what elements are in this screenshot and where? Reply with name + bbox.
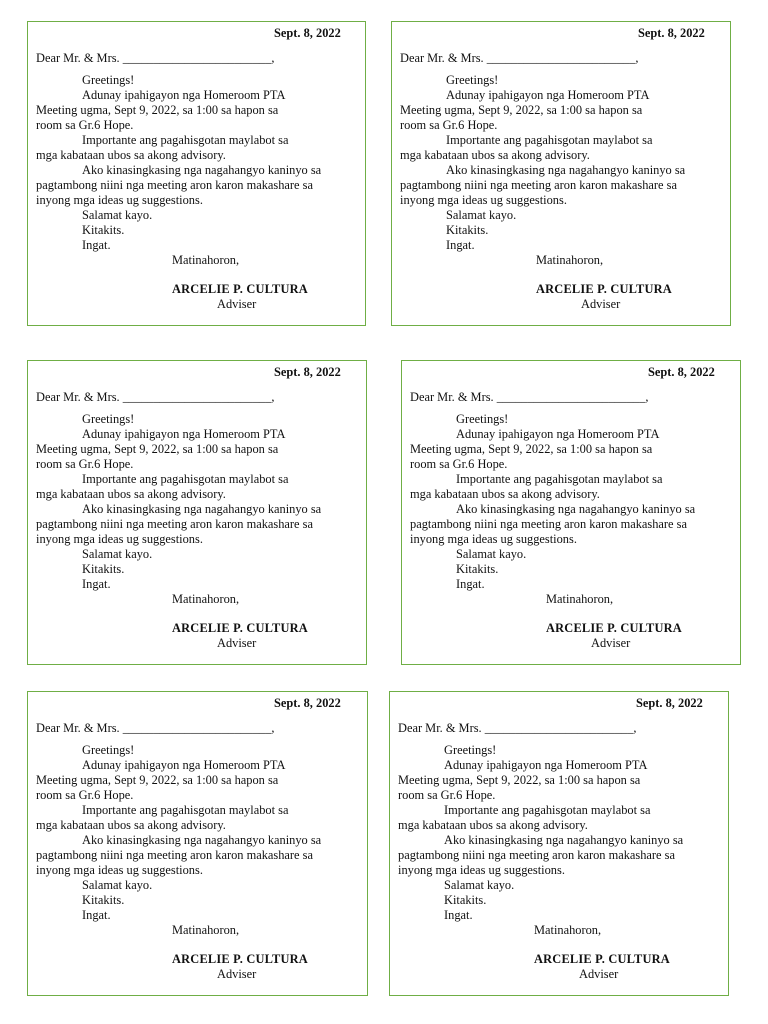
letter-card [27, 360, 367, 665]
body-line: Adunay ipahigayon nga Homeroom PTA [82, 758, 286, 772]
body-line: Importante ang pagahisgotan maylabot sa [446, 133, 653, 147]
body-line: inyong mga ideas ug suggestions. [398, 863, 565, 877]
see-you-line: Kitakits. [82, 223, 125, 237]
signer-title: Adviser [217, 297, 257, 311]
thanks-line: Salamat kayo. [446, 208, 517, 222]
body-line: inyong mga ideas ug suggestions. [410, 532, 577, 546]
closing: Matinahoron, [534, 923, 602, 937]
closing: Matinahoron, [546, 592, 614, 606]
letter-card [27, 691, 368, 996]
body-line: inyong mga ideas ug suggestions. [36, 193, 203, 207]
body-line: Importante ang pagahisgotan maylabot sa [82, 472, 289, 486]
salutation: Dear Mr. & Mrs. ________________________, [410, 390, 649, 404]
signer-title: Adviser [217, 967, 257, 981]
greeting: Greetings! [444, 743, 497, 757]
thanks-line: Salamat kayo. [456, 547, 527, 561]
see-you-line: Kitakits. [456, 562, 499, 576]
body-line: inyong mga ideas ug suggestions. [400, 193, 567, 207]
greeting: Greetings! [82, 743, 135, 757]
signer-name: ARCELIE P. CULTURA [172, 952, 308, 966]
take-care-line: Ingat. [82, 577, 111, 591]
greeting: Greetings! [82, 73, 135, 87]
letter-date: Sept. 8, 2022 [636, 696, 703, 710]
letter-card [389, 691, 729, 996]
closing: Matinahoron, [172, 592, 240, 606]
signer-name: ARCELIE P. CULTURA [534, 952, 670, 966]
see-you-line: Kitakits. [444, 893, 487, 907]
closing: Matinahoron, [172, 253, 240, 267]
signer-title: Adviser [581, 297, 621, 311]
body-line: Adunay ipahigayon nga Homeroom PTA [456, 427, 660, 441]
body-line: Importante ang pagahisgotan maylabot sa [456, 472, 663, 486]
body-line: Adunay ipahigayon nga Homeroom PTA [444, 758, 648, 772]
signer-name: ARCELIE P. CULTURA [172, 621, 308, 635]
take-care-line: Ingat. [444, 908, 473, 922]
salutation: Dear Mr. & Mrs. ________________________, [400, 51, 639, 65]
body-line: Ako kinasingkasing nga nagahangyo kaninyo sa [446, 163, 686, 177]
salutation: Dear Mr. & Mrs. ________________________, [36, 390, 275, 404]
body-line: Meeting ugma, Sept 9, 2022, sa 1:00 sa hapon sa [36, 103, 279, 117]
signer-name: ARCELIE P. CULTURA [546, 621, 682, 635]
take-care-line: Ingat. [456, 577, 485, 591]
body-line: inyong mga ideas ug suggestions. [36, 532, 203, 546]
body-line: mga kabataan ubos sa akong advisory. [398, 818, 588, 832]
body-line: inyong mga ideas ug suggestions. [36, 863, 203, 877]
body-line: room sa Gr.6 Hope. [400, 118, 498, 132]
thanks-line: Salamat kayo. [82, 208, 153, 222]
see-you-line: Kitakits. [82, 893, 125, 907]
body-line: room sa Gr.6 Hope. [410, 457, 508, 471]
body-line: room sa Gr.6 Hope. [36, 457, 134, 471]
body-line: room sa Gr.6 Hope. [36, 788, 134, 802]
signer-title: Adviser [591, 636, 631, 650]
signer-name: ARCELIE P. CULTURA [172, 282, 308, 296]
letter-date: Sept. 8, 2022 [274, 26, 341, 40]
salutation: Dear Mr. & Mrs. ________________________, [398, 721, 637, 735]
body-line: mga kabataan ubos sa akong advisory. [36, 148, 226, 162]
thanks-line: Salamat kayo. [82, 547, 153, 561]
body-line: mga kabataan ubos sa akong advisory. [36, 818, 226, 832]
body-line: pagtambong niini nga meeting aron karon makashare sa [398, 848, 675, 862]
letter-card [27, 21, 366, 326]
body-line: room sa Gr.6 Hope. [398, 788, 496, 802]
letter-date: Sept. 8, 2022 [638, 26, 705, 40]
letter-date: Sept. 8, 2022 [274, 696, 341, 710]
body-line: mga kabataan ubos sa akong advisory. [36, 487, 226, 501]
body-line: Meeting ugma, Sept 9, 2022, sa 1:00 sa hapon sa [398, 773, 641, 787]
body-line: Ako kinasingkasing nga nagahangyo kaninyo sa [82, 502, 322, 516]
signer-name: ARCELIE P. CULTURA [536, 282, 672, 296]
see-you-line: Kitakits. [446, 223, 489, 237]
greeting: Greetings! [82, 412, 135, 426]
body-line: Importante ang pagahisgotan maylabot sa [444, 803, 651, 817]
see-you-line: Kitakits. [82, 562, 125, 576]
body-line: Ako kinasingkasing nga nagahangyo kaninyo sa [444, 833, 684, 847]
letter-date: Sept. 8, 2022 [648, 365, 715, 379]
body-line: Ako kinasingkasing nga nagahangyo kaninyo sa [82, 163, 322, 177]
body-line: mga kabataan ubos sa akong advisory. [400, 148, 590, 162]
letter-card [401, 360, 741, 665]
body-line: Adunay ipahigayon nga Homeroom PTA [446, 88, 650, 102]
letter-card [391, 21, 731, 326]
salutation: Dear Mr. & Mrs. ________________________, [36, 51, 275, 65]
body-line: Ako kinasingkasing nga nagahangyo kaninyo sa [82, 833, 322, 847]
body-line: Importante ang pagahisgotan maylabot sa [82, 133, 289, 147]
body-line: pagtambong niini nga meeting aron karon makashare sa [410, 517, 687, 531]
closing: Matinahoron, [172, 923, 240, 937]
greeting: Greetings! [456, 412, 509, 426]
take-care-line: Ingat. [446, 238, 475, 252]
signer-title: Adviser [579, 967, 619, 981]
body-line: pagtambong niini nga meeting aron karon makashare sa [36, 178, 313, 192]
thanks-line: Salamat kayo. [82, 878, 153, 892]
body-line: Adunay ipahigayon nga Homeroom PTA [82, 88, 286, 102]
body-line: pagtambong niini nga meeting aron karon makashare sa [400, 178, 677, 192]
body-line: Ako kinasingkasing nga nagahangyo kaninyo sa [456, 502, 696, 516]
body-line: mga kabataan ubos sa akong advisory. [410, 487, 600, 501]
greeting: Greetings! [446, 73, 499, 87]
body-line: pagtambong niini nga meeting aron karon makashare sa [36, 517, 313, 531]
salutation: Dear Mr. & Mrs. ________________________, [36, 721, 275, 735]
letter-date: Sept. 8, 2022 [274, 365, 341, 379]
body-line: Adunay ipahigayon nga Homeroom PTA [82, 427, 286, 441]
body-line: room sa Gr.6 Hope. [36, 118, 134, 132]
take-care-line: Ingat. [82, 908, 111, 922]
thanks-line: Salamat kayo. [444, 878, 515, 892]
body-line: Meeting ugma, Sept 9, 2022, sa 1:00 sa hapon sa [36, 773, 279, 787]
body-line: Importante ang pagahisgotan maylabot sa [82, 803, 289, 817]
signer-title: Adviser [217, 636, 257, 650]
closing: Matinahoron, [536, 253, 604, 267]
body-line: Meeting ugma, Sept 9, 2022, sa 1:00 sa hapon sa [410, 442, 653, 456]
body-line: pagtambong niini nga meeting aron karon makashare sa [36, 848, 313, 862]
take-care-line: Ingat. [82, 238, 111, 252]
body-line: Meeting ugma, Sept 9, 2022, sa 1:00 sa hapon sa [36, 442, 279, 456]
body-line: Meeting ugma, Sept 9, 2022, sa 1:00 sa hapon sa [400, 103, 643, 117]
